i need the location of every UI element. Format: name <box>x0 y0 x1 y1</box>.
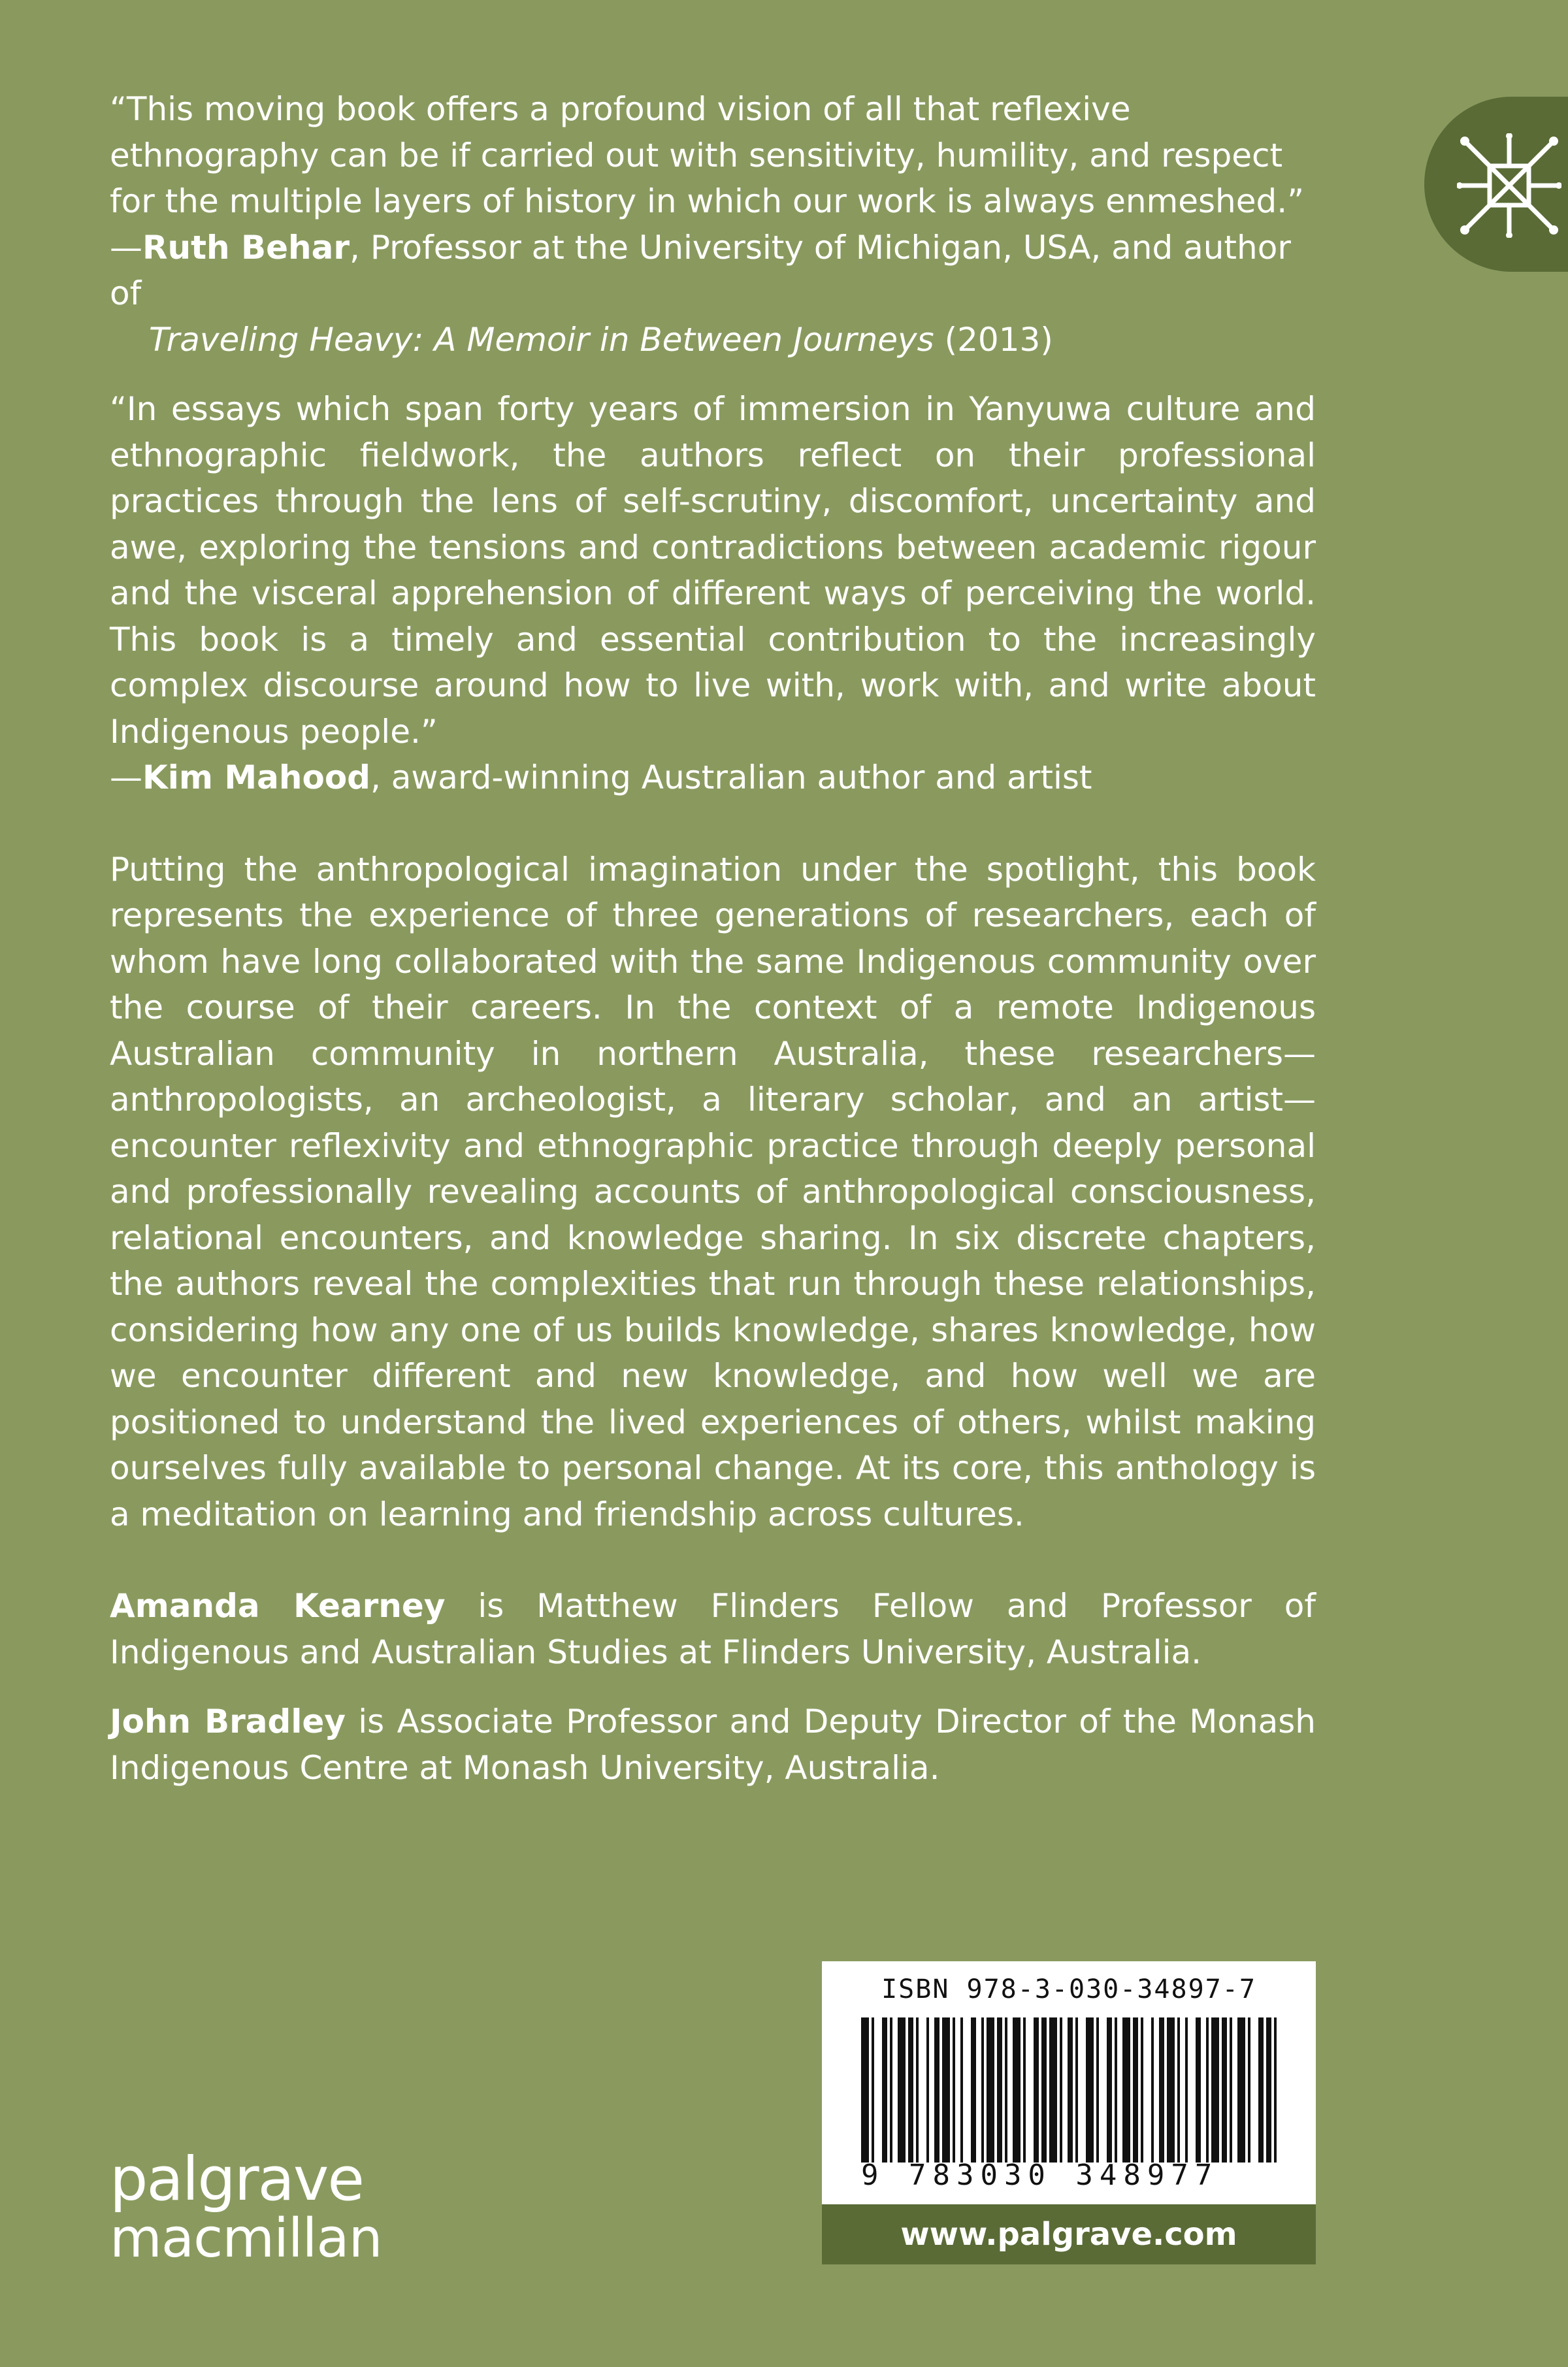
barcode-bar <box>1086 2017 1094 2163</box>
barcode-bar <box>1075 2017 1078 2163</box>
barcode-bar <box>1068 2017 1073 2163</box>
attribution-ruth-behar: —Ruth Behar, Professor at the University of Michigan, USA, and author of Traveling Heavy: A Memoir in Between Journeys (2013) <box>110 225 1316 363</box>
barcode-bar <box>1005 2017 1007 2163</box>
barcode-bar <box>1115 2017 1117 2163</box>
barcode-bar <box>1096 2017 1099 2163</box>
barcode-bar <box>1060 2017 1062 2163</box>
barcode-bar <box>1177 2017 1180 2163</box>
barcode-background <box>822 1961 1316 2204</box>
barcode-bar <box>1222 2017 1227 2163</box>
barcode-bar <box>861 2017 869 2163</box>
barcode-bar <box>1274 2017 1277 2163</box>
author-bio-amanda-kearney: Amanda Kearney is Matthew Flinders Fellow and Professor of Indigenous and Australian Studies at Flinders University, Australia. <box>110 1587 1316 1671</box>
barcode-bar <box>1122 2017 1130 2163</box>
barcode-bar <box>1167 2017 1175 2163</box>
barcode-bar <box>1049 2017 1057 2163</box>
palgrave-logo-icon <box>1457 133 1561 238</box>
barcode-bar <box>1248 2017 1250 2163</box>
barcode-bar <box>1159 2017 1164 2163</box>
barcode-digits: 9 783030 348977 <box>861 2159 1219 2192</box>
barcode-bar <box>1230 2017 1232 2163</box>
barcode-bar <box>908 2017 913 2163</box>
barcode-bar <box>997 2017 1002 2163</box>
barcode-bar <box>882 2017 887 2163</box>
publisher-name-line2: macmillan <box>110 2208 382 2270</box>
publisher-logo <box>110 2144 382 2270</box>
barcode-panel <box>822 1961 1316 2264</box>
barcode-bar <box>981 2017 984 2163</box>
barcode-bar <box>1258 2017 1264 2163</box>
barcode-bar <box>890 2017 892 2163</box>
attribution-kim-mahood: —Kim Mahood, award-winning Australian author and artist <box>110 759 1092 796</box>
book-description: Putting the anthropological imagination under the spotlight, this book represents the experience of three generations of researchers, each of whom have long collaborated with the same Indigenous community over the course of their careers. In the context of a remote Indigenous Australian community in northern Australia, these researchers—anthropologists, an archeologist, a literary scholar, and an artist—encounter reflexivity and ethnographic practice through deeply personal and professionally revealing accounts of anthropological consciousness, relational encounters, and knowledge sharing. In six discrete chapters, the authors reveal the complexities that run through these relationships, considering how any one of us builds knowledge, shares knowledge, how we encounter different and new knowledge, and how well we are positioned to understand the lived experiences of others, whilst making ourselves fully available to personal change. At its core, this anthology is a meditation on learning and friendship across cultures. <box>110 850 1316 1533</box>
barcode-bar <box>1151 2017 1154 2163</box>
author-bio-john-bradley: John Bradley is Associate Professor and Deputy Director of the Monash Indigenous Centre at Monash University, Australia. <box>110 1703 1316 1787</box>
barcode-bar <box>1034 2017 1039 2163</box>
barcode-bar <box>1266 2017 1271 2163</box>
barcode-bar <box>1041 2017 1047 2163</box>
quote-ruth-behar: “This moving book offers a profound vision of all that reflexive ethnography can be if carried out with sensitivity, humility, and respect for the multiple layers of history in which our work is always enmeshed.” <box>110 90 1305 220</box>
barcode-bar <box>942 2017 950 2163</box>
barcode-bar <box>934 2017 939 2163</box>
barcode-bar <box>1196 2017 1201 2163</box>
barcode-bar <box>960 2017 963 2163</box>
barcode-bar <box>1185 2017 1188 2163</box>
cited-book: Traveling Heavy: A Memoir in Between Journeys (2013) <box>149 320 1053 359</box>
barcode-bar <box>1211 2017 1219 2163</box>
barcode-bar <box>1023 2017 1026 2163</box>
palgrave-logo-tab <box>1424 97 1568 272</box>
barcode-bar <box>1133 2017 1138 2163</box>
barcode-icon <box>861 2017 1277 2163</box>
barcode-bar <box>987 2017 994 2163</box>
barcode-bar <box>953 2017 955 2163</box>
back-cover-text <box>110 86 1316 1791</box>
isbn-label: ISBN 978-3-030-34897-7 <box>881 1974 1256 2004</box>
barcode-bar <box>872 2017 874 2163</box>
publisher-name-line1: palgrave <box>110 2144 363 2214</box>
barcode-bar <box>1237 2017 1245 2163</box>
barcode-bar <box>971 2017 976 2163</box>
quote-author-name: Kim Mahood <box>142 759 370 796</box>
barcode-bar <box>916 2017 919 2163</box>
quote-author-name: Ruth Behar <box>142 228 350 267</box>
publisher-website: www.palgrave.com <box>822 2204 1316 2264</box>
barcode-bar <box>898 2017 906 2163</box>
barcode-bar <box>1013 2017 1021 2163</box>
barcode-bar <box>1107 2017 1112 2163</box>
barcode-bar <box>1206 2017 1209 2163</box>
barcode-bar <box>926 2017 929 2163</box>
barcode-bar <box>1141 2017 1143 2163</box>
quote-kim-mahood: “In essays which span forty years of immersion in Yanyuwa culture and ethnographic fieldwork, the authors reflect on their professional practices through the lens of self-scrutiny, discomfort, uncertainty and awe, exploring the tensions and contradictions between academic rigour and the visceral apprehension of different ways of perceiving the world. This book is a timely and essential contribution to the increasingly complex discourse around how to live with, work with, and write about Indigenous people.” <box>110 390 1316 751</box>
